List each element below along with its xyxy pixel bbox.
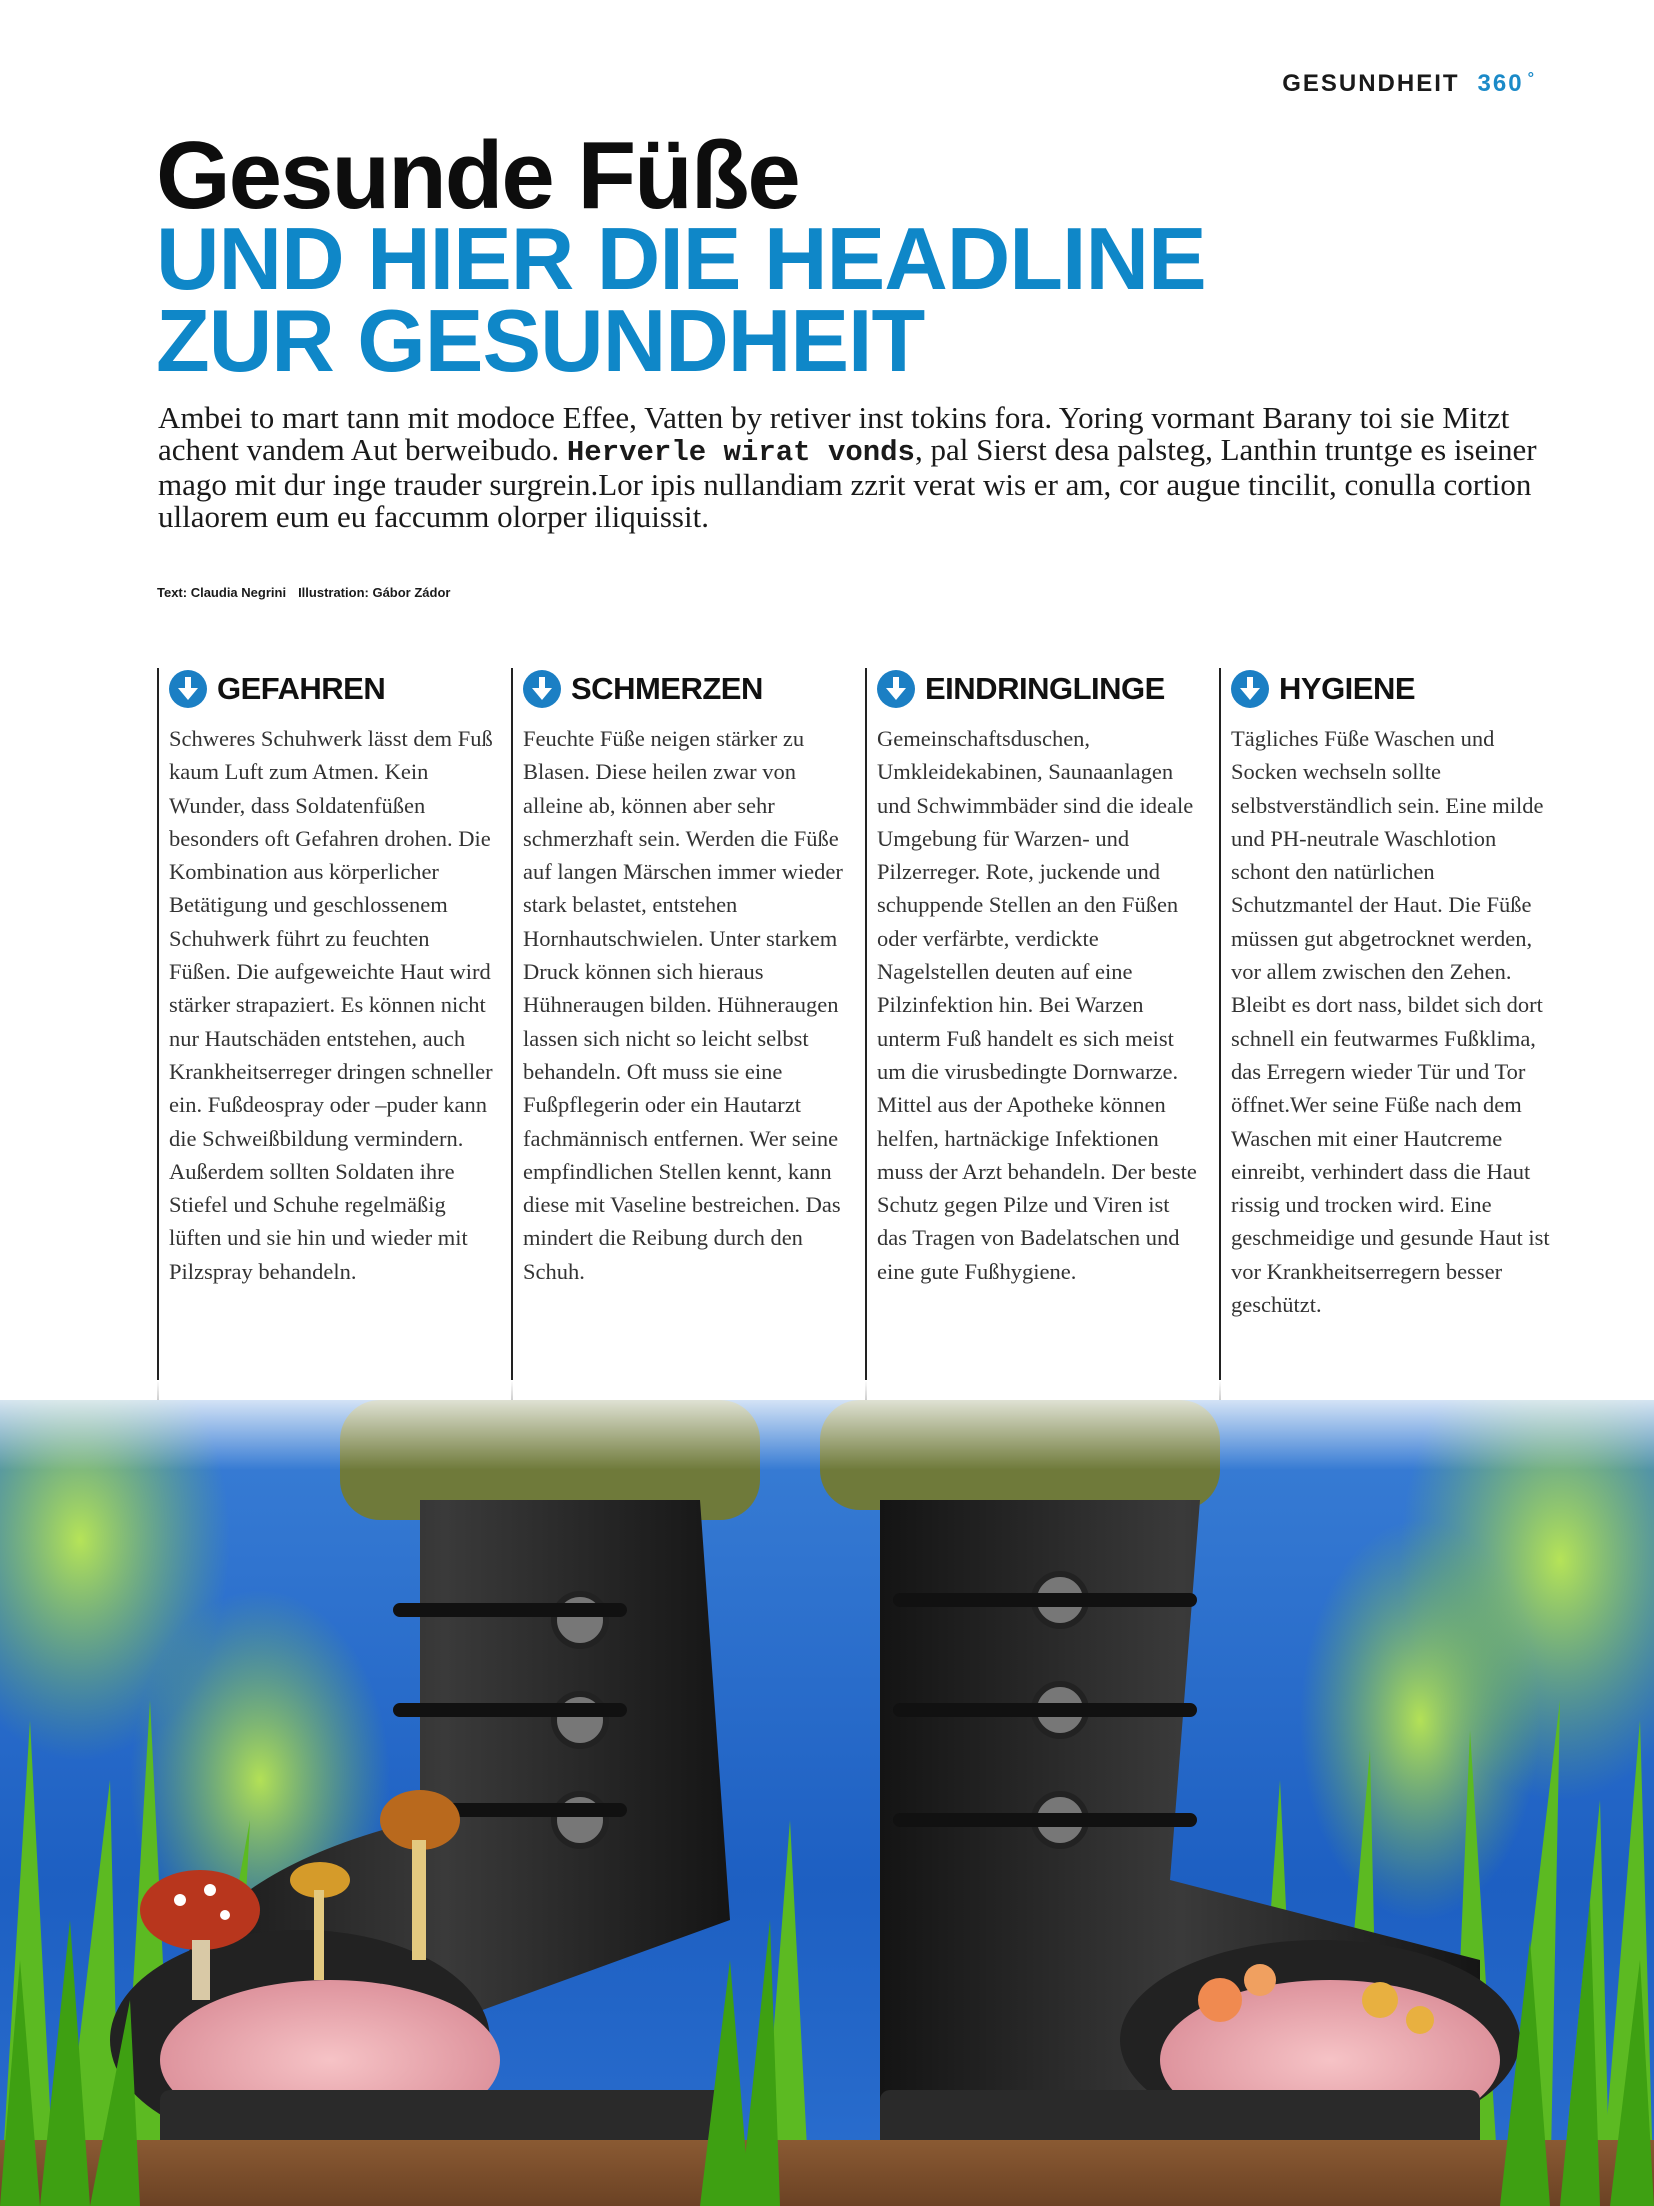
column-title: HYGIENE xyxy=(1279,671,1416,706)
arrow-down-circle-icon xyxy=(169,670,207,708)
lead-text-2: , pal Sierst desa palsteg, Lanthin truntge es iseiner mago mit dur inge trauder surgrein.Lor ipis nullandiam zzrit verat wis er am, cor augue tincilit, conulla cortion ullaorem eum eu faccumm olorper iliquissit. xyxy=(158,432,1537,534)
column-schmerzen xyxy=(511,668,848,1420)
degree-mark: ° xyxy=(1527,70,1536,87)
headline-line-2: ZUR GESUNDHEIT xyxy=(156,291,925,390)
section-label xyxy=(1282,70,1536,98)
boot-eyelet xyxy=(554,1594,606,1646)
boot-eyelet xyxy=(554,1694,606,1746)
lead-text-1: Ambei to mart tann mit modoce Effee, Vatten by retiver inst tokins fora. Yoring vormant Barany toi sie Mitzt achent vandem Aut berweibudo. xyxy=(158,400,1510,467)
article-credits xyxy=(157,585,450,600)
wart xyxy=(1406,2006,1434,2034)
arrow-down-circle-icon xyxy=(1231,670,1269,708)
column-header xyxy=(169,668,494,710)
boots-illustration xyxy=(0,1400,1654,2206)
boots-illustration-svg xyxy=(0,1400,1654,2206)
lead-paragraph xyxy=(158,402,1538,533)
column-text: Tägliches Füße Waschen und Socken wechseln sollte selbstverständlich sein. Eine milde und PH-neutrale Waschlotion schont den natürlichen Schutzmantel der Haut. Die Füße müssen gut abgetrocknet werden, vor allem zwischen den Zehen. Bleibt es dort nass, bildet sich dort schnell ein feutwarmes Fußklima, das Erregern wieder Tür und Tor öffnet.Wer seine Füße nach dem Waschen mit einer Hautcreme einreibt, verhindert dass die Haut rissig und trocken wird. Eine geschmeidige und gesunde Haut ist vor Krankheitserregern besser geschützt. xyxy=(1231,726,1550,1318)
article-headline xyxy=(156,209,1516,390)
mushroom xyxy=(140,1870,260,1950)
issue-number: 360 xyxy=(1477,70,1524,97)
text-credit: Text: Claudia Negrini xyxy=(157,585,287,600)
illustration-fade xyxy=(0,1380,1654,1470)
column-title: GEFAHREN xyxy=(217,671,386,706)
wart xyxy=(1198,1978,1242,2022)
column-text: Schweres Schuhwerk lässt dem Fuß kaum Luft zum Atmen. Kein Wunder, dass Soldatenfüßen besonders oft Gefahren drohen. Die Kombination aus körperlicher Betätigung und geschlossenem Schuhwerk führt zu feuchten Füßen. Die aufgeweichte Haut wird stärker strapaziert. Es können nicht nur Hautschäden entstehen, auch Krankheitserreger dringen schneller ein. Fußdeospray oder –puder kann die Schweißbildung vermindern. Außerdem sollten Soldaten ihre Stiefel und Schuhe regelmäßig lüften und sie hin und wieder mit Pilzspray behandeln. xyxy=(169,726,493,1284)
article-kicker: Gesunde Füße xyxy=(156,122,799,229)
wart xyxy=(1362,1982,1398,2018)
column-text: Gemeinschaftsduschen, Umkleidekabinen, Saunaanlagen und Schwimmbäder sind die ideale Umgebung für Warzen- und Pilzerreger. Rote, juckende und schuppende Stellen an den Füßen oder verfärbte, verdickte Nagelstellen deuten auf eine Pilzinfektion hin. Bei Warzen unterm Fuß handelt es sich meist um die virusbedingte Dornwarze. Mittel aus der Apotheke können helfen, hartnäckige Infektionen muss der Arzt behandeln. Der beste Schutz gegen Pilze und Viren ist das Tragen von Badelatschen und eine gute Fußhygiene. xyxy=(877,726,1197,1284)
wart xyxy=(1244,1964,1276,1996)
arrow-down-circle-icon xyxy=(877,670,915,708)
column-hygiene xyxy=(1219,668,1556,1420)
column-text: Feuchte Füße neigen stärker zu Blasen. Diese heilen zwar von alleine ab, können aber sehr schmerzhaft sein. Werden die Füße auf langen Märschen immer wieder stark belastet, entstehen Hornhautschwielen. Unter starkem Druck können sich hieraus Hühneraugen bilden. Hühneraugen lassen sich nicht so leicht selbst behandeln. Oft muss sie eine Fußpflegerin oder ein Hautarzt fachmännisch entfernen. Wer seine empfindlichen Stellen kennt, kann diese mit Vaseline bestreichen. Das mindert die Reibung durch den Schuh. xyxy=(523,726,843,1284)
column-title: EINDRINGLINGE xyxy=(925,671,1165,706)
illustration-credit: Illustration: Gábor Zádor xyxy=(298,585,451,600)
section-name: GESUNDHEIT xyxy=(1282,70,1460,97)
soil-ground xyxy=(0,2140,1654,2206)
column-header xyxy=(877,668,1202,710)
lead-bold-text: Herverle wirat vonds xyxy=(566,436,915,469)
column-title: SCHMERZEN xyxy=(571,671,763,706)
headline-line-1: UND HIER DIE HEADLINE xyxy=(156,209,1206,308)
boot-eyelet xyxy=(554,1794,606,1846)
column-header xyxy=(1231,668,1556,710)
arrow-down-circle-icon xyxy=(523,670,561,708)
column-header xyxy=(523,668,848,710)
green-fume xyxy=(1300,1520,1540,1920)
column-eindringlinge xyxy=(865,668,1202,1420)
column-gefahren xyxy=(157,668,494,1420)
